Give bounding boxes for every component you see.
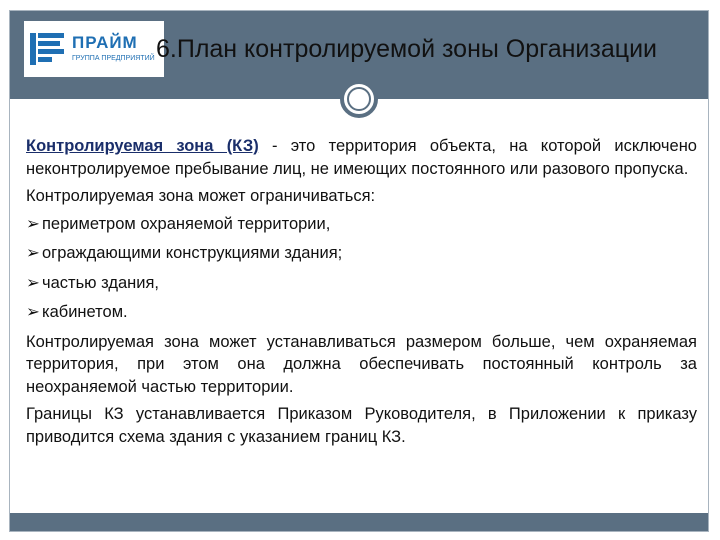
company-logo bbox=[24, 21, 164, 77]
bullet-text: ограждающими конструкциями здания; bbox=[42, 244, 343, 262]
page-title: 6.План контролируемой зоны Организации bbox=[156, 35, 658, 63]
borders-paragraph: Границы КЗ устанавливается Приказом Руководителя, в Приложении к приказу приводится схема здания с указанием границ КЗ. bbox=[26, 405, 697, 446]
slide bbox=[9, 10, 709, 532]
arrow-bullet-icon: ➢ bbox=[26, 303, 40, 321]
size-paragraph: Контролируемая зона может устанавливаться размером больше, чем охраняемая территория, при этом она должна обеспечивать постоянный контроль за неохраняемой частью территории. bbox=[26, 332, 697, 396]
bullet-list bbox=[26, 213, 697, 324]
arrow-bullet-icon: ➢ bbox=[26, 273, 40, 292]
ring-decoration-icon bbox=[340, 80, 378, 118]
bullet-text: периметром охраняемой территории, bbox=[42, 214, 331, 233]
list-item bbox=[26, 301, 697, 324]
arrow-bullet-icon: ➢ bbox=[26, 214, 40, 233]
arrow-bullet-icon: ➢ bbox=[26, 244, 40, 262]
slide-content bbox=[26, 135, 697, 453]
list-item bbox=[26, 272, 697, 295]
logo-name: ПРАЙМ bbox=[72, 33, 138, 52]
intro-paragraph: Контролируемая зона может ограничиваться: bbox=[26, 187, 376, 205]
definition-term: Контролируемая зона (КЗ) bbox=[26, 137, 259, 155]
list-item bbox=[26, 242, 697, 265]
definition-text: - это территория объекта, на которой исключено неконтролируемое пребывание лиц, не имеющих постоянного или разового пропуска. bbox=[26, 137, 697, 178]
bullet-text: кабинетом. bbox=[42, 303, 128, 321]
prime-logo-icon bbox=[30, 29, 66, 69]
list-item bbox=[26, 213, 697, 236]
logo-subtitle: ГРУППА ПРЕДПРИЯТИЙ bbox=[72, 55, 155, 62]
definition-paragraph bbox=[26, 135, 697, 180]
slide-footer bbox=[10, 513, 708, 531]
bullet-text: частью здания, bbox=[42, 273, 159, 292]
ring-inner bbox=[347, 87, 371, 111]
